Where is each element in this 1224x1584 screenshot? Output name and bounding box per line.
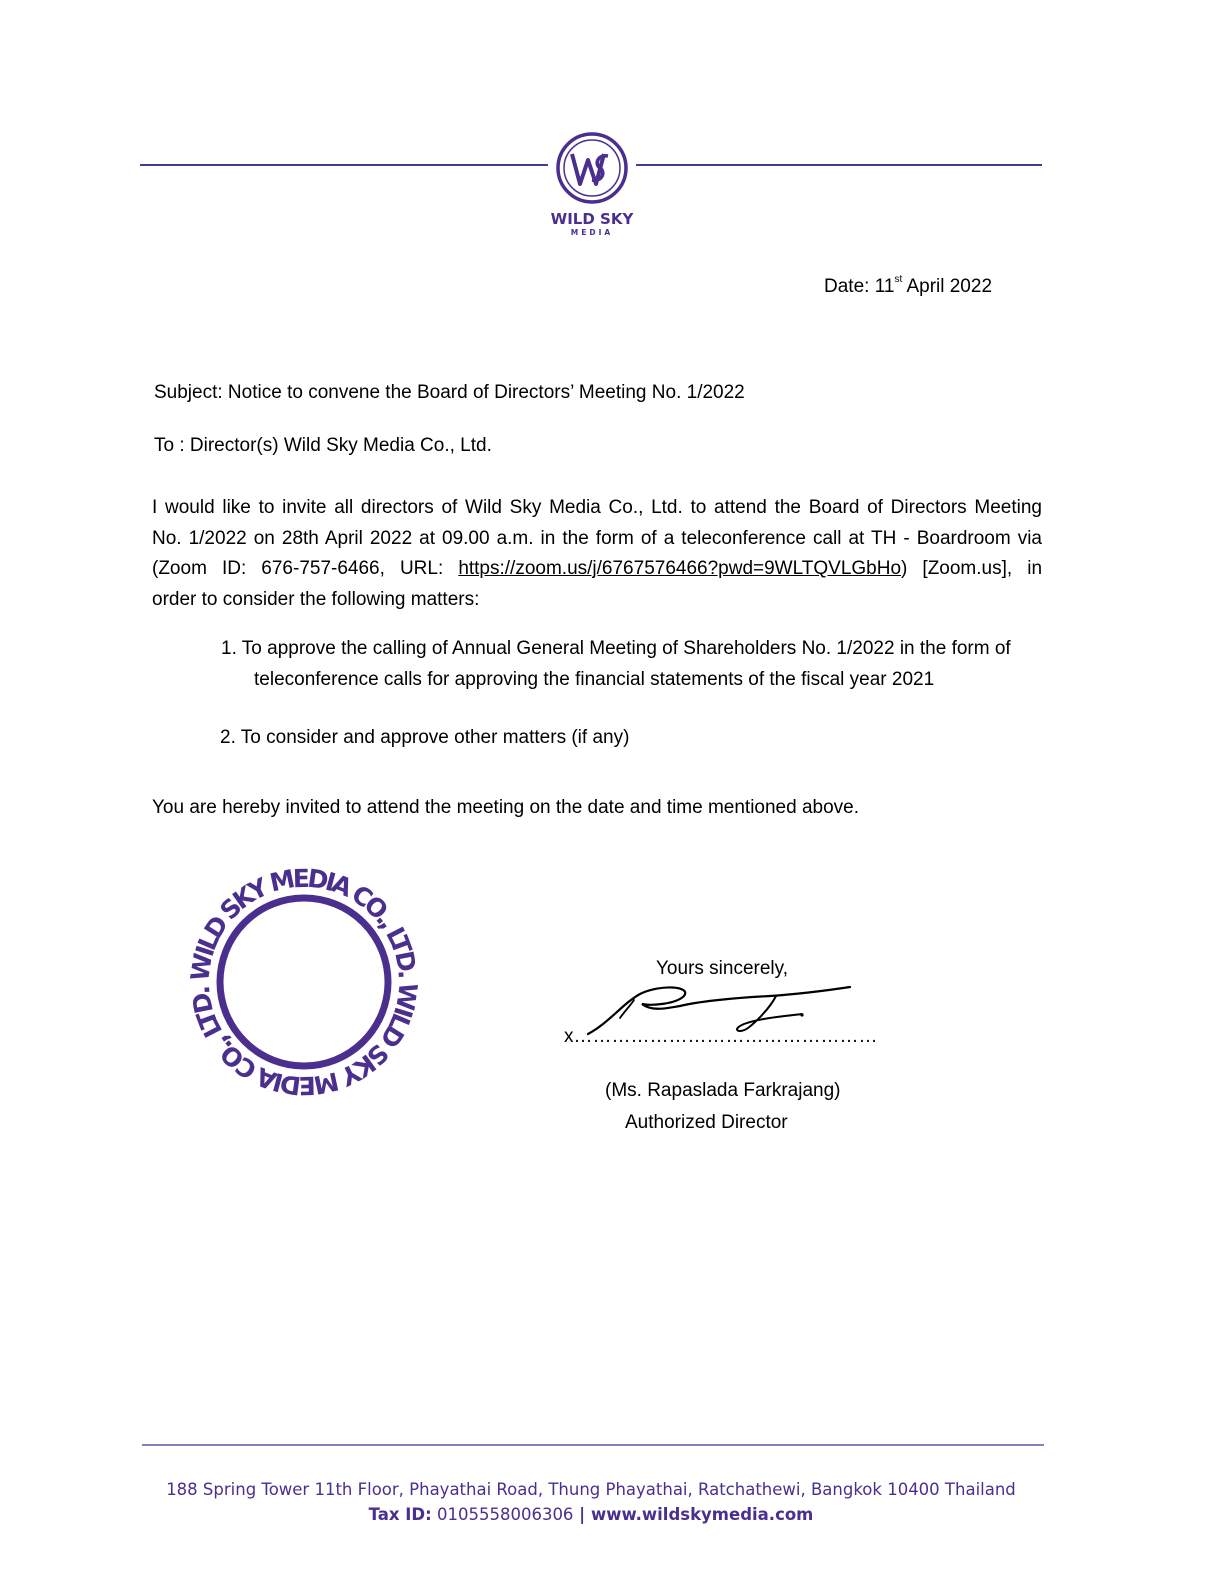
matter-item-1 <box>221 634 1041 695</box>
signatory-name: (Ms. Rapaslada Farkrajang) <box>605 1080 841 1101</box>
zoom-link[interactable]: https://zoom.us/j/6767576466?pwd=9WLTQVLGbHo <box>458 558 902 579</box>
body-text: ) [Zoom.us], in <box>901 558 1043 579</box>
body-line <box>152 554 1042 585</box>
stamp-seal-icon <box>186 864 422 1100</box>
closing-statement: You are hereby invited to attend the meeting on the date and time mentioned above. <box>152 797 860 818</box>
header-rule-left <box>140 164 548 166</box>
body-line: order to consider the following matters: <box>152 588 480 610</box>
website-link[interactable]: www.wildskymedia.com <box>590 1505 814 1524</box>
logo-wordmark: WILD SKY <box>550 210 634 228</box>
footer-address: 188 Spring Tower 11th Floor, Phayathai Road, Thung Phayathai, Ratchathewi, Bangkok 10400 Thailand <box>166 1480 1016 1499</box>
company-logo <box>540 130 644 240</box>
tax-label: Tax ID: <box>368 1505 432 1524</box>
tax-id: 0105558006306 <box>431 1505 574 1524</box>
body-line: I would like to invite all directors of Wild Sky Media Co., Ltd. to attend the Board of Directors Meeting <box>152 497 1042 518</box>
letter-recipient: To : Director(s) Wild Sky Media Co., Ltd. <box>154 435 492 456</box>
signature-salutation: Yours sincerely, <box>656 958 789 979</box>
matter-item-1-line2: teleconference calls for approving the financial statements of the fiscal year 2021 <box>254 668 935 690</box>
signature-line: x………………………………………… <box>564 1026 878 1047</box>
body-text: (Zoom ID: 676-757-6466, URL: <box>152 558 444 579</box>
date-rest: April 2022 <box>902 276 993 297</box>
date-day: 11 <box>874 276 895 297</box>
header-rule-right <box>636 164 1042 166</box>
matter-item-1-line1: 1. To approve the calling of Annual General Meeting of Shareholders No. 1/2022 in the form of <box>221 638 1011 659</box>
date-label: Date: <box>824 276 875 297</box>
letter-body <box>152 493 1042 615</box>
logo-monogram-icon <box>540 130 644 208</box>
footer-contact <box>0 1505 1182 1524</box>
footer-separator: | <box>573 1505 591 1524</box>
footer-rule <box>142 1444 1044 1446</box>
letter-subject: Subject: Notice to convene the Board of Directors’ Meeting No. 1/2022 <box>154 382 745 403</box>
svg-text:WILD SKY MEDIA CO., LTD. WILD: WILD SKY MEDIA CO., LTD. WILD SKY MEDIA CO., LTD. <box>186 864 422 1100</box>
date-suffix: st <box>894 274 903 285</box>
matter-item-2: 2. To consider and approve other matters (if any) <box>220 727 630 748</box>
signatory-title: Authorized Director <box>625 1112 788 1133</box>
logo-subtext: MEDIA <box>570 228 614 237</box>
body-line: No. 1/2022 on 28th April 2022 at 09.00 a.m. in the form of a teleconference call at TH - Boardroom via <box>152 527 1042 549</box>
letter-date <box>824 276 992 298</box>
company-stamp <box>186 864 422 1100</box>
